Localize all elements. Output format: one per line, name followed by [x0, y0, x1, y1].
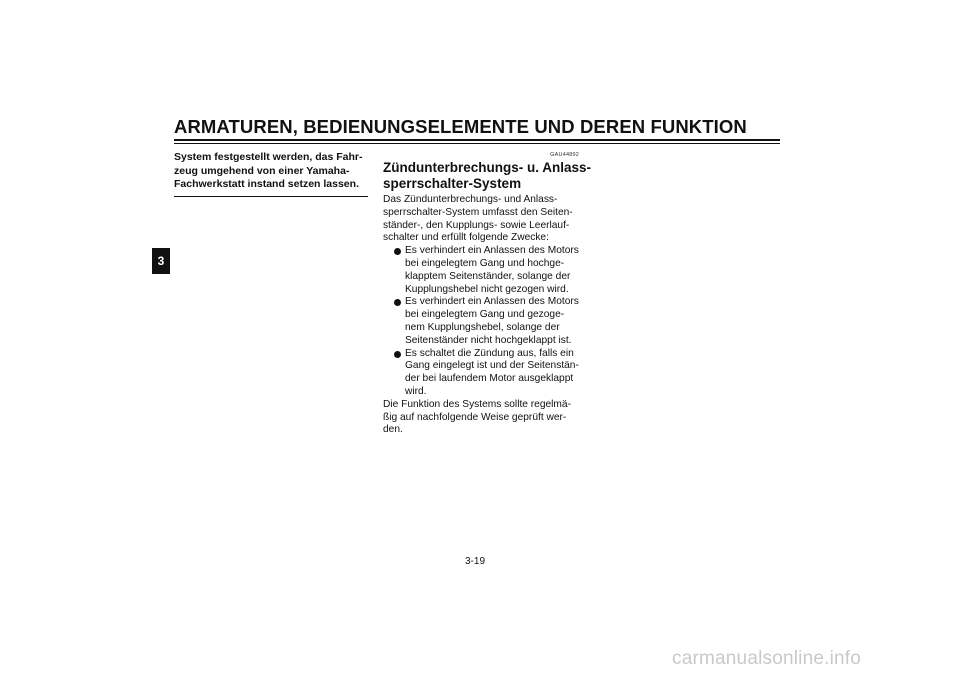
paragraph-line: Das Zündunterbrechungs- und Anlass-: [383, 194, 558, 205]
bullet-line: klapptem Seitenständer, solange der: [405, 270, 571, 282]
bullet-line: wird.: [405, 385, 427, 397]
paragraph-line: sperrschalter-System umfasst den Seiten-: [383, 206, 573, 218]
outro-paragraph: [383, 399, 579, 437]
paragraph-line: Die Funktion des Systems sollte regelmä-: [383, 398, 571, 410]
paragraph-line: ßig auf nachfolgende Weise geprüft wer-: [383, 411, 567, 423]
bullet-icon: [394, 299, 401, 306]
middle-column: [383, 152, 592, 437]
bullet-line: bei eingelegtem Gang und gezoge-: [405, 309, 565, 321]
section-heading: [383, 160, 592, 191]
page-header-title: ARMATUREN, BEDIENUNGSELEMENTE UND DEREN FUNKTION: [174, 116, 747, 137]
bullet-line: bei eingelegtem Gang und hochge-: [405, 257, 565, 269]
intro-paragraph: [383, 194, 579, 245]
chapter-tab: 3: [152, 248, 170, 274]
bullet-line: Es schaltet die Zündung aus, falls ein: [405, 347, 574, 359]
list-item: [383, 245, 579, 296]
bullet-icon: [394, 248, 401, 255]
paragraph-line: ständer-, den Kupplungs- sowie Leerlauf-: [383, 219, 570, 231]
bullet-line: Kupplungshebel nicht gezogen wird.: [405, 283, 569, 295]
page-number: 3-19: [465, 556, 486, 567]
bullet-line: Seitenständer nicht hochgeklappt ist.: [405, 334, 572, 346]
section-code: GAU44892: [550, 152, 579, 158]
list-item: [383, 348, 579, 399]
heading-line: sperrschalter-System: [383, 175, 522, 191]
warning-line: Fachwerkstatt instand setzen lassen.: [174, 178, 359, 190]
bullet-line: der bei laufendem Motor ausgeklappt: [405, 373, 574, 385]
left-column: [174, 151, 370, 192]
header-rule-thin: [174, 143, 780, 144]
site-watermark: carmanualsonline.info: [672, 648, 862, 669]
list-item: [383, 296, 579, 347]
paragraph-line: schalter und erfüllt folgende Zwecke:: [383, 232, 549, 244]
paragraph-line: den.: [383, 424, 403, 436]
heading-line: Zündunterbrechungs- u. Anlass-: [383, 160, 592, 175]
bullet-line: Es verhindert ein Anlassen des Motors: [405, 296, 579, 308]
header-rule-thick: [174, 139, 780, 141]
warning-text: [174, 151, 370, 192]
bullet-line: nem Kupplungshebel, solange der: [405, 321, 560, 333]
bullet-line: Gang eingelegt ist und der Seitenstän-: [405, 360, 579, 372]
warning-line: zeug umgehend von einer Yamaha-: [174, 164, 350, 177]
warning-end-rule: [174, 196, 368, 197]
bullet-list: [383, 245, 579, 399]
warning-line: System festgestellt werden, das Fahr-: [174, 151, 363, 163]
bullet-icon: [394, 351, 401, 358]
bullet-line: Es verhindert ein Anlassen des Motors: [405, 245, 579, 257]
